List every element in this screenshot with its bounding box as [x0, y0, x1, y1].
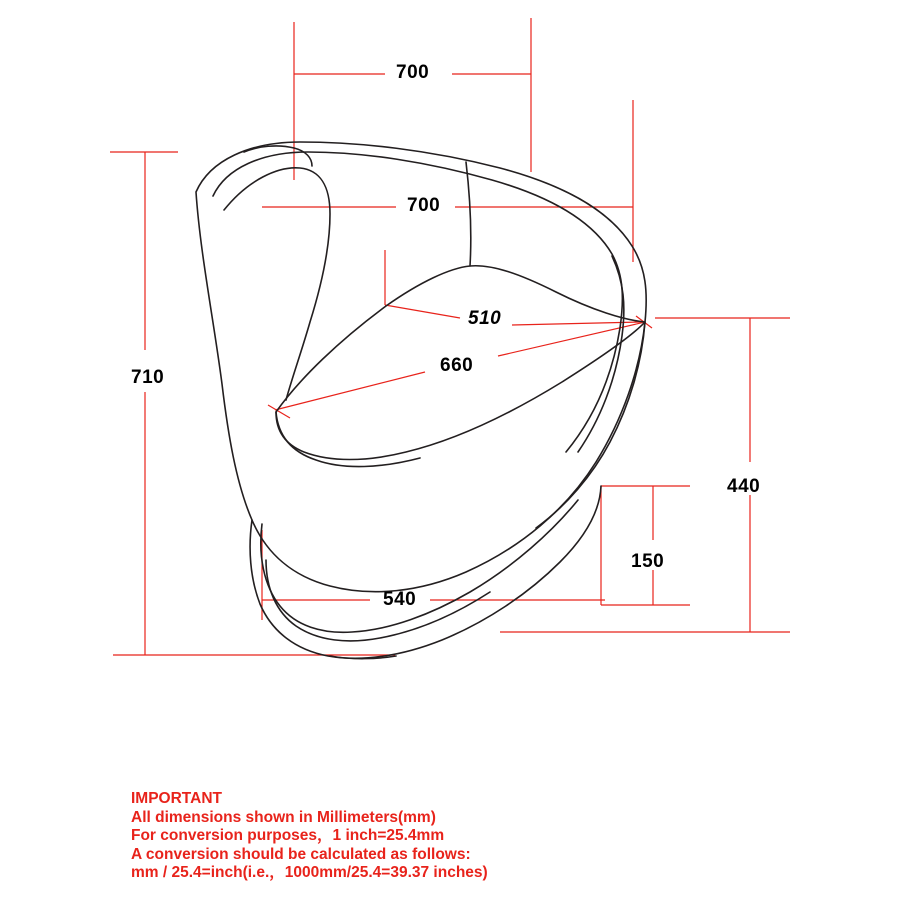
dimension-lines	[110, 18, 790, 655]
left-arm-top-rim	[244, 146, 312, 166]
notes-heading: IMPORTANT	[131, 790, 222, 807]
dim-label-base-width: 540	[383, 589, 417, 610]
notes-line-2: For conversion purposes，1 inch=25.4mm	[131, 827, 445, 844]
right-arm-front-face	[536, 322, 645, 528]
dim-line-seat-width-left	[275, 372, 425, 410]
back-seam	[466, 162, 471, 266]
left-arm-inner	[224, 168, 330, 400]
dim-label-seat-width: 660	[440, 355, 474, 376]
seat-front-lip	[276, 412, 420, 467]
chair-outline	[196, 142, 646, 659]
notes-line-1: All dimensions shown in Millimeters(mm)	[131, 808, 436, 826]
dim-label-arm-height: 440	[727, 476, 761, 497]
notes-line-4: mm / 25.4=inch(i.e.，1000mm/25.4=39.37 inches)	[131, 864, 488, 881]
dim-line-seat-depth-left	[385, 305, 460, 318]
important-notes	[131, 790, 488, 883]
dim-label-depth-top: 700	[407, 195, 441, 216]
notes-line-3: A conversion should be calculated as follows:	[131, 845, 471, 863]
dim-label-overall-height: 710	[131, 367, 165, 388]
dim-label-width-top: 700	[396, 62, 430, 83]
base-inner-top	[261, 500, 578, 632]
dim-label-base-height: 150	[631, 551, 665, 572]
dim-label-seat-depth: 510	[468, 308, 502, 329]
